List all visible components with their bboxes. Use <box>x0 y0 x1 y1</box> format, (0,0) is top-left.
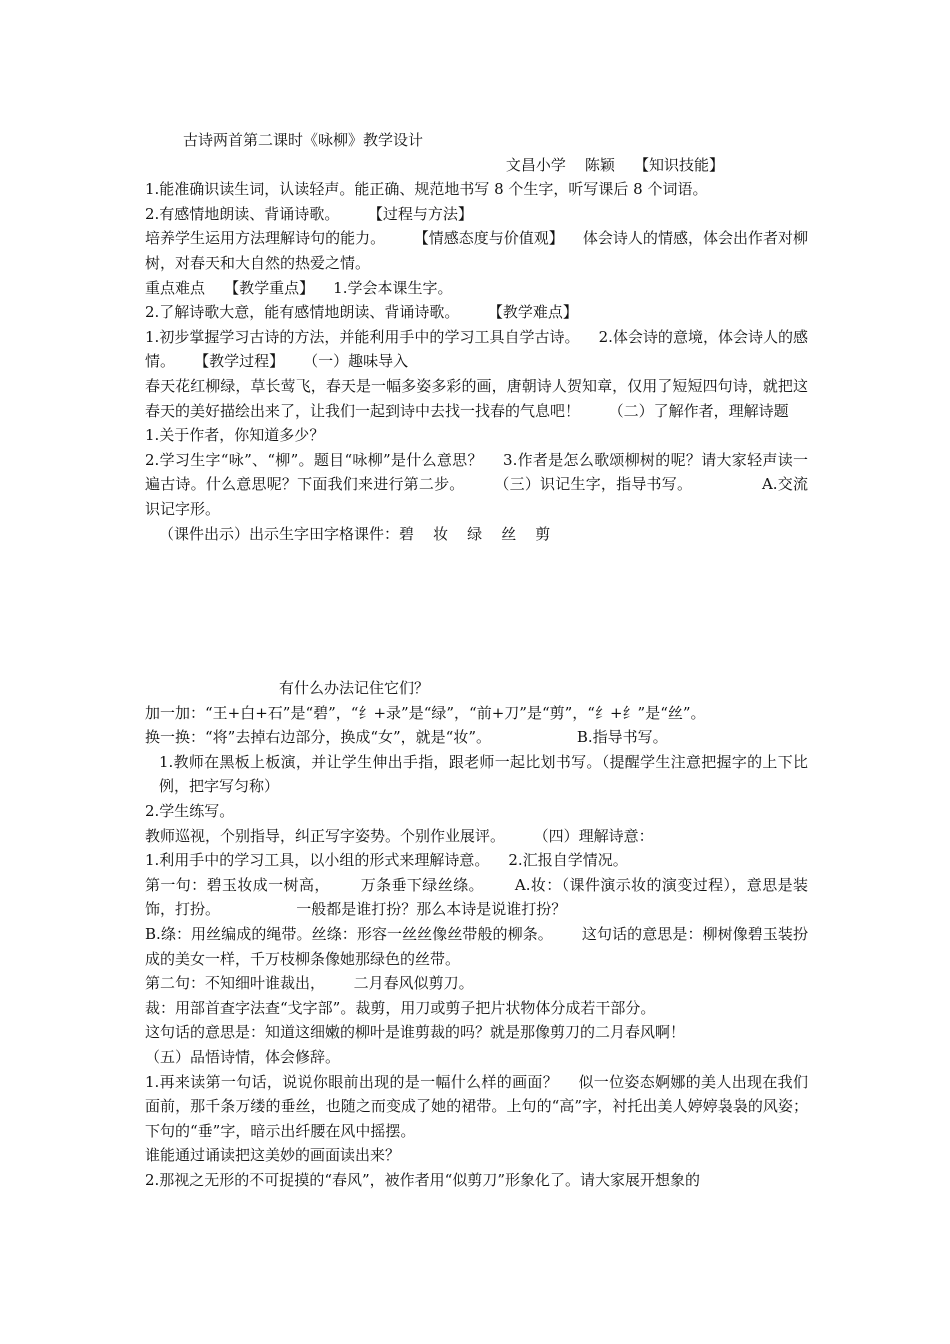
paragraph: 这句话的意思是：知道这细嫩的柳叶是谁剪裁的吗？就是那像剪刀的二月春风啊！ <box>145 1023 686 1042</box>
paragraph: 1.初步掌握学习古诗的方法，并能利用手中的学习工具自学古诗。 2.体会诗的意境，体会诗人的感情。 【教学过程】 （一）趣味导入 <box>145 327 808 371</box>
author-line: 文昌小学 陈颖 【知识技能】 <box>505 155 724 174</box>
paragraph: 2.学习生字“咏”、“柳”。题目“咏柳”是什么意思？ 3.作者是怎么歌颂柳树的呢？请大家轻声读一遍古诗。什么意思呢？下面我们来进行第二步。 （三）识记生字，指导书写。 A.交流识记字形。 <box>145 450 808 518</box>
paragraph: 2.了解诗歌大意，能有感情地朗读、背诵诗歌。 【教学难点】 <box>145 303 578 322</box>
paragraph: 有什么办法记住它们？ <box>279 679 430 697</box>
paragraph: 加一加：“王+白+石”是“碧”，“纟+录”是“绿”，“前+刀”是“剪”，“纟+纟”是“丝”。 <box>145 703 706 722</box>
paragraph: （五）品悟诗情，体会修辞。 <box>145 1047 341 1066</box>
paragraph: 第二句：不知细叶谁裁出， 二月春风似剪刀。 <box>145 974 474 993</box>
document-title: 古诗两首第二课时《咏柳》教学设计 <box>183 131 424 149</box>
paragraph: 裁：用部首查字法查“戈字部”。裁剪，用刀或剪子把片状物体分成若干部分。 <box>145 998 656 1017</box>
paragraph: 2.有感情地朗读、背诵诗歌。 【过程与方法】 <box>145 204 473 223</box>
paragraph: 春天花红柳绿，草长莺飞，春天是一幅多姿多彩的画，唐朝诗人贺知章，仅用了短短四句诗，就把这春天的美好描绘出来了，让我们一起到诗中去找一找春的气息吧！ （二）了解作者，理解诗题 <box>145 376 808 420</box>
paragraph: 培养学生运用方法理解诗句的能力。 【情感态度与价值观】 体会诗人的情感，体会出作者对柳树，对春天和大自然的热爱之情。 <box>145 229 808 272</box>
paragraph: 1.利用手中的学习工具，以小组的形式来理解诗意。 2.汇报自学情况。 <box>145 851 628 870</box>
paragraph: 2.那视之无形的不可捉摸的“春风”，被作者用“似剪刀”形象化了。请大家展开想象的 <box>145 1170 700 1189</box>
paragraph: 重点难点 【教学重点】 1.学会本课生字。 <box>145 278 453 297</box>
paragraph: （课件出示）出示生字田字格课件：碧 妆 绿 丝 剪 <box>159 524 551 543</box>
paragraph: 第一句：碧玉妆成一树高， 万条垂下绿丝绦。 A.妆：（课件演示妆的演变过程），意思是装饰，打扮。 一般都是谁打扮？那么本诗是说谁打扮？ <box>145 875 808 919</box>
paragraph: 2.学生练写。 <box>145 801 235 820</box>
document-body-bottom <box>145 676 808 1192</box>
paragraph: 教师巡视，个别指导，纠正写字姿势。个别作业展评。 （四）理解诗意： <box>145 826 654 845</box>
paragraph: 1.再来读第一句话，说说你眼前出现的是一幅什么样的画面？ 似一位姿态婀娜的美人出现在我们面前，那千条万缕的垂丝，也随之而变成了她的裙带。上句的“高”字，衬托出美人婷婷袅袅的风姿；下句的“垂”字，暗示出纤腰在风中摇摆。 <box>145 1072 808 1140</box>
paragraph: 1.能准确识读生词，认读轻声。能正确、规范地书写 8 个生字，听写课后 8 个词语。 <box>145 180 708 199</box>
document-body-top <box>145 128 808 546</box>
paragraph: B.绦：用丝编成的绳带。丝绦：形容一丝丝像丝带般的柳条。 这句话的意思是：柳树像碧玉装扮成的美女一样，千万枝柳条像她那绿色的丝带。 <box>145 924 808 968</box>
paragraph: 换一换：“将”去掉右边部分，换成“女”，就是“妆”。 B.指导书写。 <box>145 728 668 747</box>
paragraph: 谁能通过诵读把这美妙的画面读出来？ <box>145 1146 401 1165</box>
paragraph: 1.关于作者，你知道多少？ <box>145 426 325 445</box>
paragraph: 1.教师在黑板上板演，并让学生伸出手指，跟老师一起比划书写。（提醒学生注意把握字的上下比例，把字写匀称） <box>159 752 808 796</box>
